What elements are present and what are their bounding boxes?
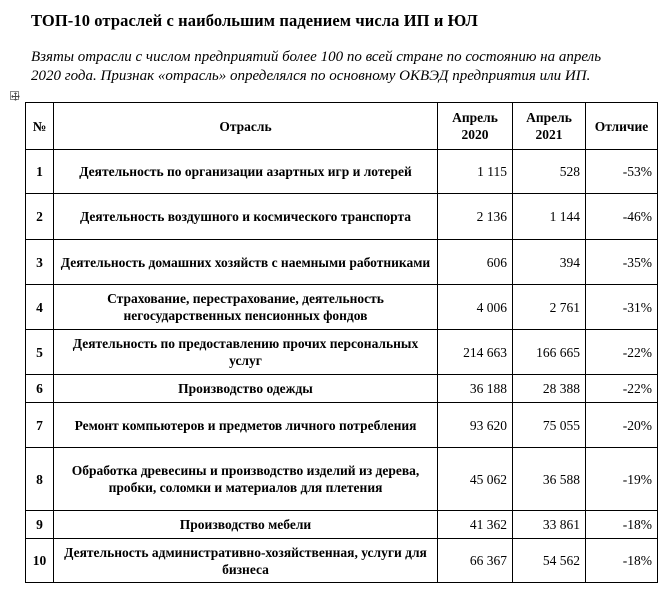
value-april-2020: 214 663 — [438, 330, 513, 375]
value-april-2021: 54 562 — [513, 539, 586, 583]
value-april-2020: 4 006 — [438, 285, 513, 330]
industries-table — [25, 102, 658, 583]
value-april-2021: 394 — [513, 240, 586, 285]
table-row — [26, 330, 658, 375]
row-number: 1 — [26, 150, 54, 194]
value-april-2020: 93 620 — [438, 403, 513, 448]
industry-name: Деятельность административно-хозяйственная, услуги для бизнеса — [54, 539, 438, 583]
table-row — [26, 539, 658, 583]
value-difference: -18% — [586, 511, 658, 539]
value-difference: -18% — [586, 539, 658, 583]
row-number: 8 — [26, 448, 54, 511]
industry-name: Деятельность по организации азартных игр и лотерей — [54, 150, 438, 194]
value-april-2020: 36 188 — [438, 375, 513, 403]
value-difference: -31% — [586, 285, 658, 330]
industry-name: Производство одежды — [54, 375, 438, 403]
value-april-2021: 28 388 — [513, 375, 586, 403]
row-number: 5 — [26, 330, 54, 375]
header-num: № — [26, 103, 54, 150]
table-row — [26, 375, 658, 403]
row-number: 9 — [26, 511, 54, 539]
row-number: 4 — [26, 285, 54, 330]
value-april-2020: 41 362 — [438, 511, 513, 539]
value-april-2020: 1 115 — [438, 150, 513, 194]
row-number: 3 — [26, 240, 54, 285]
industry-name: Ремонт компьютеров и предметов личного потребления — [54, 403, 438, 448]
row-number: 6 — [26, 375, 54, 403]
value-april-2021: 2 761 — [513, 285, 586, 330]
industry-name: Деятельность домашних хозяйств с наемными работниками — [54, 240, 438, 285]
table-row — [26, 403, 658, 448]
header-april-2021 — [513, 103, 586, 150]
header-april-2020-year: 2020 — [461, 127, 489, 142]
industry-name: Страхование, перестрахование, деятельность негосударственных пенсионных фондов — [54, 285, 438, 330]
value-difference: -19% — [586, 448, 658, 511]
value-difference: -46% — [586, 194, 658, 240]
industry-name: Обработка древесины и производство изделий из дерева, пробки, соломки и материалов для плетения — [54, 448, 438, 511]
value-april-2020: 45 062 — [438, 448, 513, 511]
value-difference: -22% — [586, 375, 658, 403]
value-difference: -35% — [586, 240, 658, 285]
value-difference: -22% — [586, 330, 658, 375]
row-number: 7 — [26, 403, 54, 448]
value-april-2020: 66 367 — [438, 539, 513, 583]
value-april-2020: 2 136 — [438, 194, 513, 240]
value-april-2021: 1 144 — [513, 194, 586, 240]
header-april-2021-month: Апрель — [526, 110, 572, 125]
header-april-2020 — [438, 103, 513, 150]
value-april-2021: 166 665 — [513, 330, 586, 375]
header-difference: Отличие — [586, 103, 658, 150]
table-row — [26, 194, 658, 240]
industry-name: Деятельность по предоставлению прочих персональных услуг — [54, 330, 438, 375]
value-april-2021: 36 588 — [513, 448, 586, 511]
value-difference: -20% — [586, 403, 658, 448]
table-row — [26, 240, 658, 285]
document-title: ТОП-10 отраслей с наибольшим падением числа ИП и ЮЛ — [31, 11, 478, 30]
value-april-2021: 75 055 — [513, 403, 586, 448]
row-number: 2 — [26, 194, 54, 240]
table-header-row — [26, 103, 658, 150]
table-move-handle-icon[interactable] — [10, 91, 19, 100]
header-april-2020-month: Апрель — [452, 110, 498, 125]
value-april-2021: 33 861 — [513, 511, 586, 539]
header-april-2021-year: 2021 — [535, 127, 563, 142]
row-number: 10 — [26, 539, 54, 583]
document-note: Взяты отрасли с числом предприятий более 100 по всей стране по состоянию на апрель 2020 года. Признак «отрасль» определялся по основному ОКВЭД предприятия или ИП. — [31, 49, 602, 84]
value-april-2021: 528 — [513, 150, 586, 194]
value-april-2020: 606 — [438, 240, 513, 285]
value-difference: -53% — [586, 150, 658, 194]
industry-name: Деятельность воздушного и космического транспорта — [54, 194, 438, 240]
table-row — [26, 448, 658, 511]
table-row — [26, 150, 658, 194]
table-row — [26, 285, 658, 330]
industry-name: Производство мебели — [54, 511, 438, 539]
table-row — [26, 511, 658, 539]
header-industry: Отрасль — [54, 103, 438, 150]
